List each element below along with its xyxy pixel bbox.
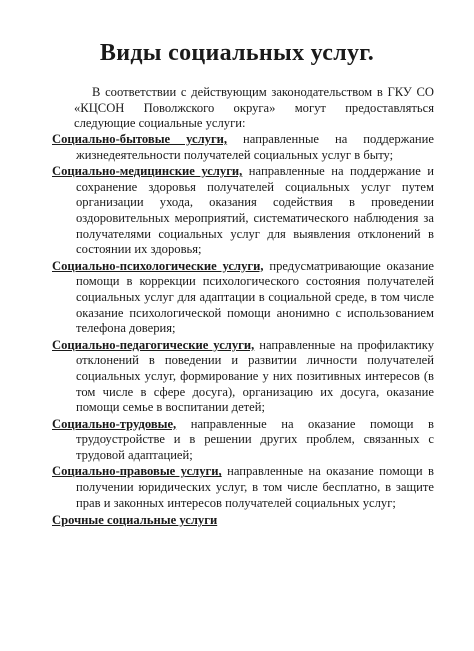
service-term: Социально-медицинские услуги, — [52, 164, 243, 179]
service-item-urgent — [52, 513, 434, 529]
service-item-pedagogical — [52, 338, 434, 416]
service-description: направленные на поддержание жизнедеятельности получателей социальных услуг в быту; — [76, 132, 435, 162]
intro-paragraph: В соответствии с действующим законодательством в ГКУ СО «КЦСОН Поволжского округа» могут предоставляться следующие социальные услуги: — [74, 85, 434, 130]
service-term: Социально-педагогические услуги, — [52, 337, 255, 352]
service-item-household — [52, 132, 434, 163]
services-list — [52, 132, 434, 530]
service-item-medical — [52, 164, 434, 258]
service-term: Социально-трудовые, — [52, 416, 177, 431]
service-description: направленные на оказание помощи в трудоустройстве и в решении других проблем, связанных с трудовой адаптацией; — [76, 416, 434, 462]
service-item-labor — [52, 417, 434, 464]
service-term: Социально-правовые услуги, — [52, 464, 222, 479]
service-description: предусматривающие оказание помощи в коррекции психологического состояния получателей социальных услуг для адаптации в социальной среде, в том числе оказание психологической помощи анонимно с использованием телефона доверия; — [76, 258, 434, 336]
service-term: Социально-психологические услуги, — [52, 258, 264, 273]
service-item-psychological — [52, 259, 434, 337]
service-term: Срочные социальные услуги — [52, 513, 218, 528]
page-title: Виды социальных услуг. — [99, 40, 375, 66]
service-description: направленные на оказание помощи в получении юридических услуг, в том числе бесплатно, в защите прав и законных интересов получателей социальных услуг; — [76, 464, 434, 510]
service-description: направленные на профилактику отклонений в поведении и развитии личности получателей социальных услуг, формирование у них позитивных интересов (в том числе в сфере досуга), организацию их досуга, оказание помощи семье в воспитании детей; — [76, 337, 434, 415]
service-item-legal — [52, 464, 434, 511]
service-description: направленные на поддержание и сохранение здоровья получателей социальных услуг путем организации ухода, оказания содействия в проведении оздоровительных мероприятий, систематического наблюдения за получателями социальных услуг для выявления отклонений в состоянии их здоровья; — [76, 164, 434, 257]
service-term: Социально-бытовые услуги, — [52, 132, 228, 146]
